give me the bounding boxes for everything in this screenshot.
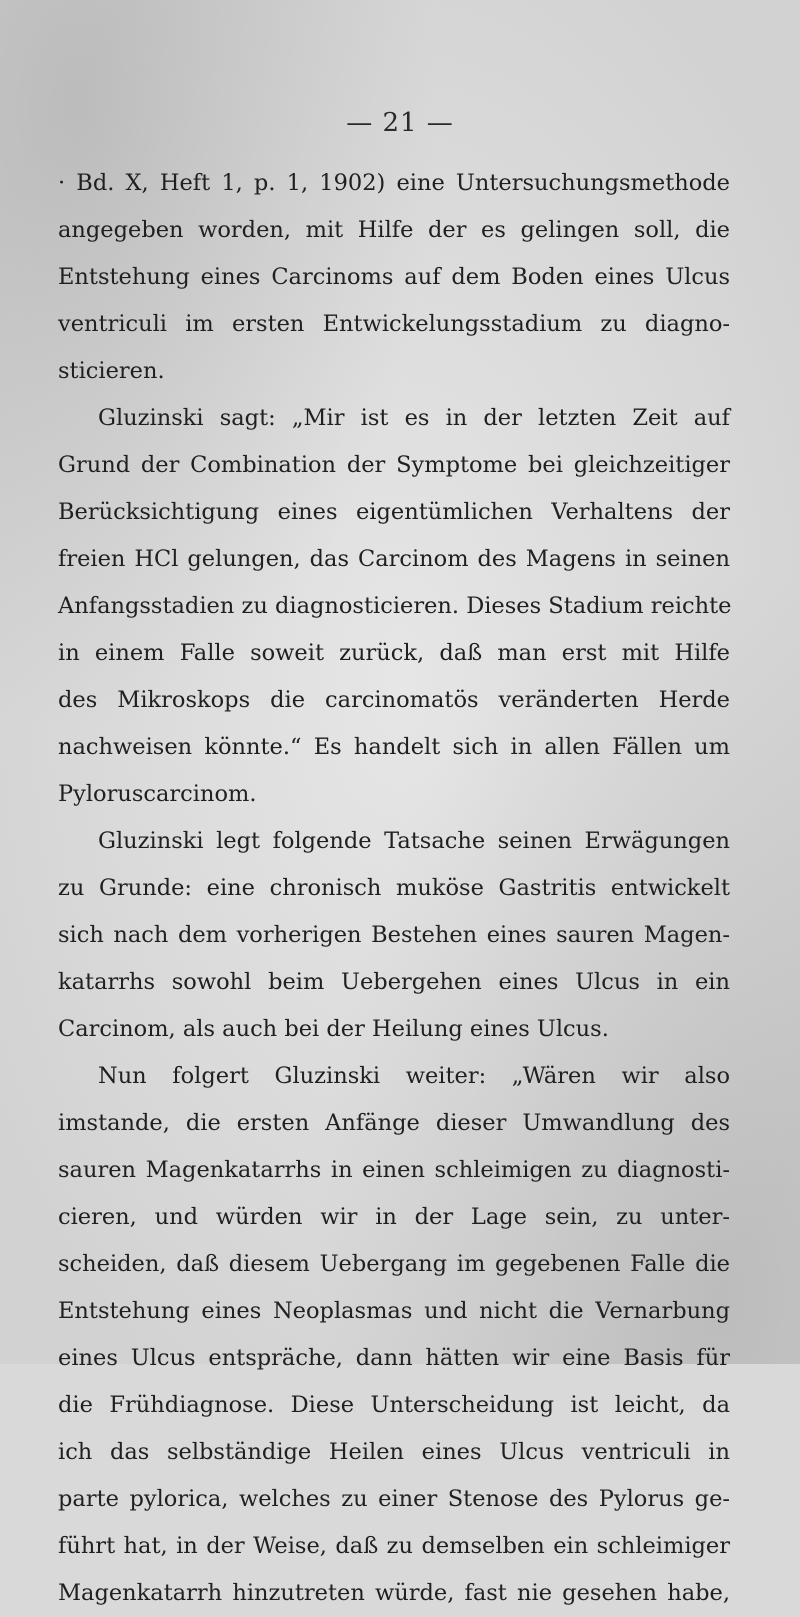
text-line: imstande, die ersten Anfänge dieser Umwandlung des xyxy=(58,1110,730,1136)
text-line: Gluzinski legt folgende Tatsache seinen Erwägungen xyxy=(98,828,730,854)
text-line: ventriculi im ersten Entwickelungsstadium zu diagno- xyxy=(58,311,730,337)
text-line: die Frühdiagnose. Diese Unterscheidung ist leicht, da xyxy=(58,1392,730,1418)
text-line: Pyloruscarcinom. xyxy=(58,781,257,807)
text-line: Entstehung eines Carcinoms auf dem Boden eines Ulcus xyxy=(58,264,730,290)
text-line: Carcinom, als auch bei der Heilung eines Ulcus. xyxy=(58,1016,609,1042)
text-line: Berücksichtigung eines eigentümlichen Verhaltens der xyxy=(58,499,730,525)
text-line: Entstehung eines Neoplasmas und nicht die Vernarbung xyxy=(58,1298,730,1324)
text-line: parte pylorica, welches zu einer Stenose des Pylorus ge- xyxy=(58,1486,730,1512)
text-line: Anfangsstadien zu diagnosticieren. Dieses Stadium reichte xyxy=(58,593,732,619)
text-line: zu Grunde: eine chronisch muköse Gastritis entwickelt xyxy=(58,875,730,901)
text-line: cieren, und würden wir in der Lage sein, zu unter- xyxy=(58,1204,730,1230)
text-line: sauren Magenkatarrhs in einen schleimigen zu diagnosti- xyxy=(58,1157,730,1183)
text-line: angegeben worden, mit Hilfe der es gelingen soll, die xyxy=(58,217,730,243)
text-line: nachweisen könnte.“ Es handelt sich in allen Fällen um xyxy=(58,734,730,760)
text-line: sticieren. xyxy=(58,358,165,384)
text-line: sich nach dem vorherigen Bestehen eines sauren Magen- xyxy=(58,922,730,948)
text-line: eines Ulcus entspräche, dann hätten wir eine Basis für xyxy=(58,1345,730,1371)
text-line: in einem Falle soweit zurück, daß man erst mit Hilfe xyxy=(58,640,730,666)
text-line: führt hat, in der Weise, daß zu demselben ein schleimiger xyxy=(58,1533,730,1559)
text-line: · Bd. X, Heft 1, p. 1, 1902) eine Untersuchungsmethode xyxy=(58,170,730,196)
body-text xyxy=(58,160,730,1617)
text-line: des Mikroskops die carcinomatös veränderten Herde xyxy=(58,687,730,713)
text-line: freien HCl gelungen, das Carcinom des Magens in seinen xyxy=(58,546,730,572)
text-line: Gluzinski sagt: „Mir ist es in der letzten Zeit auf xyxy=(98,405,730,431)
text-line: katarrhs sowohl beim Uebergehen eines Ulcus in ein xyxy=(58,969,730,995)
text-line: Grund der Combination der Symptome bei gleichzeitiger xyxy=(58,452,730,478)
page-number: — 21 — xyxy=(346,108,454,138)
text-line: scheiden, daß diesem Uebergang im gegebenen Falle die xyxy=(58,1251,730,1277)
text-line: Nun folgert Gluzinski weiter: „Wären wir also xyxy=(98,1063,730,1089)
text-line: ich das selbständige Heilen eines Ulcus ventriculi in xyxy=(58,1439,730,1465)
text-line: Magenkatarrh hinzutreten würde, fast nie gesehen habe, xyxy=(58,1580,730,1606)
